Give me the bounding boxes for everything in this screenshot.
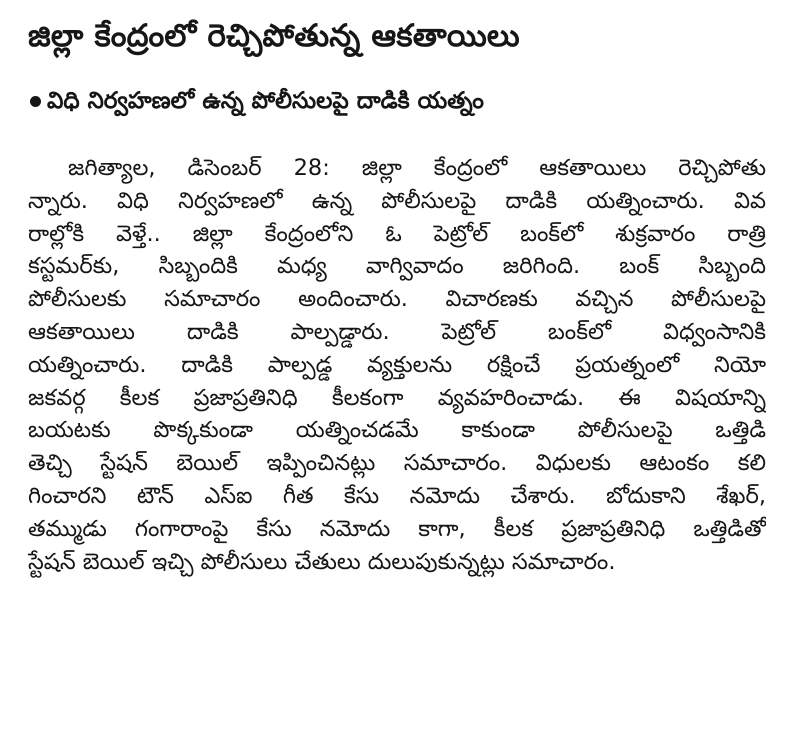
body-line: తెచ్చి స్టేషన్ బెయిల్ ఇప్పించినట్లు సమాచారం. విధులకు ఆటంకం కలి [28,450,766,477]
body-line: బయటకు పొక్కకుండా యత్నించడమే కాకుండా పోలీసులపై ఒత్తిడి [28,417,766,444]
body-line: జకవర్గ కీలక ప్రజాప్రతినిధి కీలకంగా వ్యవహరించాడు. ఈ విషయాన్ని [28,384,766,411]
headline: జిల్లా కేంద్రంలో రెచ్చిపోతున్న ఆకతాయిలు [28,18,520,54]
body-line: యత్నించారు. దాడికి పాల్పడ్డ వ్యక్తులను రక్షించే ప్రయత్నంలో నియో [28,351,766,378]
article-body [28,152,766,578]
subheadline: విధి నిర్వహణలో ఉన్న పోలీసులపై దాడికి యత్నం [47,88,484,114]
subheadline-row [30,84,766,118]
body-line: న్నారు. విధి నిర్వహణలో ఉన్న పోలీసులపై దాడికి యత్నించారు. వివ [28,187,766,214]
body-line: కస్టమర్‌కు, సిబ్బందికి మధ్య వాగ్వివాదం జరిగింది. బంక్ సిబ్బంది [28,253,766,280]
body-line: పోలీసులకు సమాచారం అందించారు. విచారణకు వచ్చిన పోలీసులపై [28,286,766,313]
body-line: రాల్లోకి వెళ్తే.. జిల్లా కేంద్రంలోని ఓ పెట్రోల్ బంక్‌లో శుక్రవారం రాత్రి [28,220,766,247]
body-line: ఆకతాయిలు దాడికి పాల్పడ్డారు. పెట్రోల్ బంక్‌లో విధ్వంసానికి [28,318,766,345]
body-line: తమ్ముడు గంగారాంపై కేసు నమోదు కాగా, కీలక ప్రజాప్రతినిధి ఒత్తిడితో [28,515,766,542]
body-line: జగిత్యాల, డిసెంబర్ 28: జిల్లా కేంద్రంలో ఆకతాయిలు రెచ్చిపోతు [68,155,766,181]
body-line: స్టేషన్ బెయిల్ ఇచ్చి పోలీసులు చేతులు దులుపుకున్నట్లు సమాచారం. [28,548,616,575]
bullet-icon [30,96,41,107]
body-line: గించారని టౌన్ ఎస్ఐ గీత కేసు నమోదు చేశారు. బోదుకాని శేఖర్, [28,482,766,509]
